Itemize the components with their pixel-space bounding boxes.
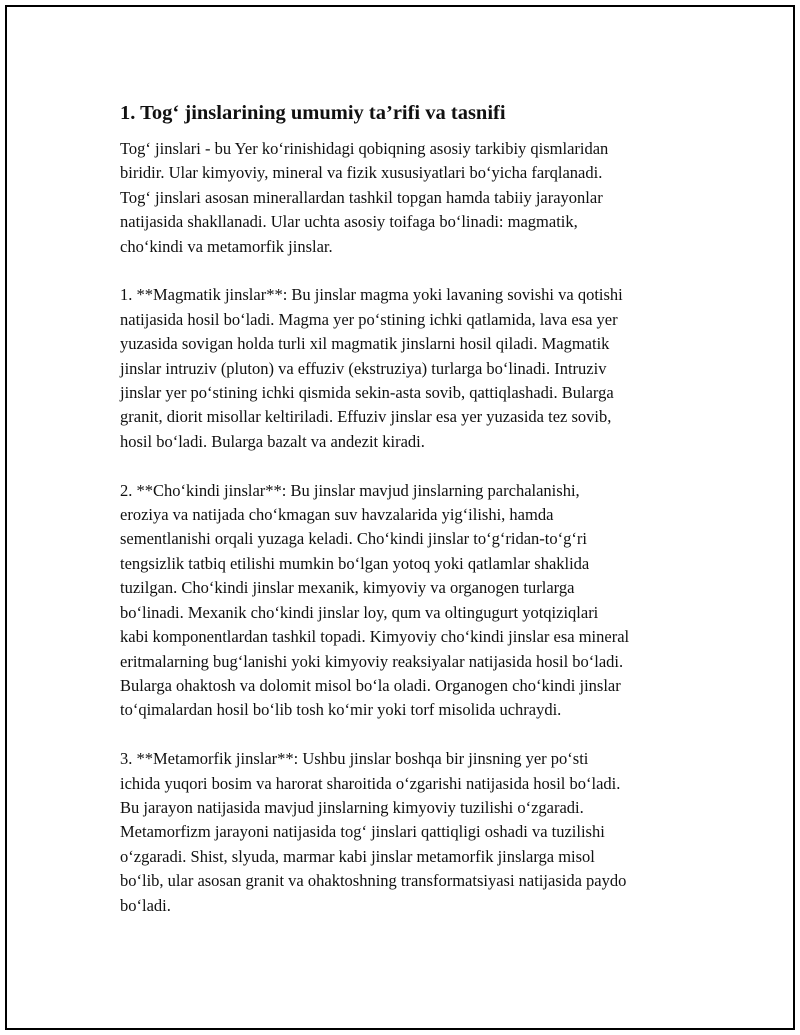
paragraph-metamorphic: [120, 747, 700, 918]
text-line: kabi komponentlardan tashkil topadi. Kimyoviy cho‘kindi jinslar esa mineral: [120, 627, 630, 647]
document-page: [5, 5, 795, 1030]
text-line: o‘zgaradi. Shist, slyuda, marmar kabi jinslar metamorfik jinslarga misol: [120, 846, 595, 866]
text-line: cho‘kindi va metamorfik jinslar.: [120, 236, 333, 256]
section-title: 1. Tog‘ jinslarining umumiy ta’rifi va tasnifi: [120, 102, 506, 124]
text-line: 3. **Metamorfik jinslar**: Ushbu jinslar boshqa bir jinsning yer po‘sti: [120, 749, 589, 769]
text-line: Metamorfizm jarayoni natijasida tog‘ jinslari qattiqligi oshadi va tuzilishi: [120, 822, 605, 842]
text-line: Bu jarayon natijasida mavjud jinslarning kimyoviy tuzilishi o‘zgaradi.: [120, 797, 584, 817]
paragraph-sedimentary: [120, 479, 700, 723]
text-line: hosil bo‘ladi. Bularga bazalt va andezit kiradi.: [120, 431, 425, 451]
text-line: tengsizlik tatbiq etilishi mumkin bo‘lgan yotoq yoki qatlamlar shaklida: [120, 553, 590, 573]
text-line: ichida yuqori bosim va harorat sharoitida o‘zgarishi natijasida hosil bo‘ladi.: [120, 773, 621, 793]
text-line: yuzasida sovigan holda turli xil magmatik jinslarni hosil qiladi. Magmatik: [120, 334, 610, 354]
text-line: biridir. Ular kimyoviy, mineral va fizik xususiyatlari bo‘yicha farqlanadi.: [120, 163, 603, 183]
paragraph-intro: [120, 137, 700, 259]
document-body: [120, 100, 700, 942]
text-line: to‘qimalardan hosil bo‘lib tosh ko‘mir yoki torf misolida uchraydi.: [120, 700, 562, 720]
text-line: 1. **Magmatik jinslar**: Bu jinslar magma yoki lavaning sovishi va qotishi: [120, 285, 623, 305]
text-line: bo‘ladi.: [120, 895, 171, 915]
text-line: jinslar intruziv (pluton) va effuziv (ekstruziya) turlarga bo‘linadi. Intruziv: [120, 358, 607, 378]
text-line: Tog‘ jinslari asosan minerallardan tashkil topgan hamda tabiiy jarayonlar: [120, 187, 603, 207]
text-line: 2. **Cho‘kindi jinslar**: Bu jinslar mavjud jinslarning parchalanishi,: [120, 480, 580, 500]
text-line: sementlanishi orqali yuzaga keladi. Cho‘kindi jinslar to‘g‘ridan-to‘g‘ri: [120, 529, 587, 549]
text-line: eroziya va natijada cho‘kmagan suv havzalarida yig‘ilishi, hamda: [120, 505, 554, 525]
text-line: tuzilgan. Cho‘kindi jinslar mexanik, kimyoviy va organogen turlarga: [120, 578, 575, 598]
text-line: eritmalarning bug‘lanishi yoki kimyoviy reaksiyalar natijasida hosil bo‘ladi.: [120, 651, 624, 671]
text-line: Bularga ohaktosh va dolomit misol bo‘la oladi. Organogen cho‘kindi jinslar: [120, 675, 621, 695]
text-line: bo‘lib, ular asosan granit va ohaktoshning transformatsiyasi natijasida paydo: [120, 871, 627, 891]
text-line: bo‘linadi. Mexanik cho‘kindi jinslar loy, qum va oltingugurt yotqiziqlari: [120, 602, 599, 622]
text-line: Tog‘ jinslari - bu Yer ko‘rinishidagi qobiqning asosiy tarkibiy qismlaridan: [120, 139, 609, 158]
text-line: jinslar yer po‘stining ichki qismida sekin-asta sovib, qattiqlashadi. Bularga: [120, 383, 614, 403]
paragraph-magmatic: [120, 283, 700, 454]
text-line: natijasida shakllanadi. Ular uchta asosiy toifaga bo‘linadi: magmatik,: [120, 212, 578, 232]
text-line: granit, diorit misollar keltiriladi. Effuziv jinslar esa yer yuzasida tez sovib,: [120, 407, 612, 427]
text-line: natijasida hosil bo‘ladi. Magma yer po‘stining ichki qatlamida, lava esa yer: [120, 309, 618, 329]
